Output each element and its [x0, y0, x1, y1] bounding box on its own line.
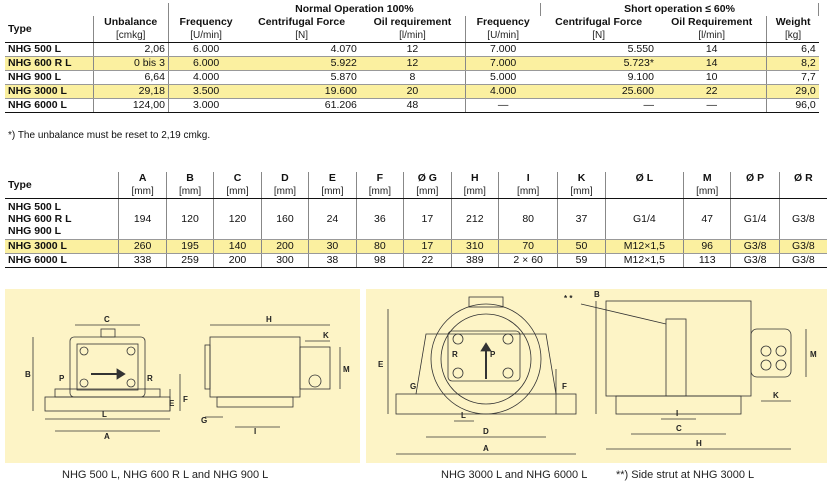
label-a: A [483, 444, 489, 453]
drawing-large-models [366, 289, 827, 463]
label-a: A [104, 432, 110, 441]
header-p: Ø P [731, 172, 779, 185]
table-row: NHG 900 L 6,64 4.000 5.870 8 5.000 9.100 10 7,7 [5, 71, 827, 85]
header-g: Ø G [404, 172, 451, 185]
header-type: Type [5, 172, 119, 199]
table-row: NHG 500 L NHG 600 R L NHG 900 L 194 120 120 160 24 36 17 212 80 37 G1/4 47 G1/4 G3/8 [5, 199, 827, 240]
header-m: M [683, 172, 730, 185]
unit-frequency: [U/min] [168, 29, 243, 43]
unit-m: [mm] [683, 185, 730, 199]
performance-table [5, 3, 827, 113]
unit-h: [mm] [451, 185, 498, 199]
label-f: F [562, 382, 567, 391]
label-g: G [201, 416, 208, 425]
unit-e: [mm] [309, 185, 356, 199]
label-i: I [676, 409, 679, 418]
label-d: D [483, 427, 489, 436]
caption-side-strut-note: **) Side strut at NHG 3000 L [616, 469, 755, 481]
label-h: H [696, 439, 702, 448]
label-e: E [378, 360, 384, 369]
header-a: A [119, 172, 166, 185]
header-unbalance: Unbalance [93, 16, 168, 29]
table-row: NHG 3000 L 260 195 140 200 30 80 17 310 70 50 M12×1,5 96 G3/8 G3/8 [5, 240, 827, 254]
table-row: NHG 3000 L 29,18 3.500 19.600 20 4.000 25.600 22 29,0 [5, 85, 827, 99]
label-i: I [254, 427, 257, 436]
label-r: R [147, 374, 153, 383]
dimensions-table [5, 172, 827, 268]
label-stars: * * [564, 294, 573, 303]
header-centrifugal-force-short: Centrifugal Force [555, 16, 643, 28]
label-k: K [773, 391, 779, 400]
unit-oil-requirement-short: [l/min] [657, 29, 767, 43]
caption-small-models: NHG 500 L, NHG 600 R L and NHG 900 L [62, 469, 269, 481]
label-l: L [461, 411, 466, 420]
label-m: M [810, 350, 817, 359]
unit-b: [mm] [166, 185, 213, 199]
drawing-large-svg [366, 289, 827, 463]
group-normal-operation: Normal Operation 100% [168, 3, 540, 16]
unit-oil-requirement: [l/min] [360, 29, 466, 43]
header-frequency: Frequency [168, 16, 243, 29]
label-k: K [323, 331, 329, 340]
label-h: H [266, 315, 272, 324]
table-row: NHG 600 R L 0 bis 3 6.000 5.922 12 7.000 5.723* 14 8,2 [5, 57, 827, 71]
group-short-operation: Short operation ≤ 60% [540, 3, 818, 16]
unit-i: [mm] [499, 185, 558, 199]
header-oil-requirement: Oil requirement [373, 16, 452, 28]
unit-a: [mm] [119, 185, 166, 199]
header-centrifugal-force: Centrifugal Force [258, 16, 346, 28]
header-f: F [356, 172, 403, 185]
header-l: Ø L [605, 172, 683, 185]
table-row: NHG 6000 L 124,00 3.000 61.206 48 — — — 96,0 [5, 99, 827, 113]
unit-d: [mm] [261, 185, 308, 199]
unit-centrifugal-force-short: [N] [540, 29, 657, 43]
header-weight: Weight [767, 16, 819, 29]
unit-unbalance: [cmkg] [93, 29, 168, 43]
label-c: C [104, 315, 110, 324]
label-p: P [59, 374, 65, 383]
header-h: H [451, 172, 498, 185]
header-oil-requirement-short: Oil Requirement [671, 16, 753, 28]
drawing-small-svg [5, 289, 360, 463]
label-e: E [169, 399, 175, 408]
header-k: K [558, 172, 605, 185]
unit-frequency-short: [U/min] [465, 29, 540, 43]
unit-c: [mm] [214, 185, 261, 199]
unit-weight: [kg] [767, 29, 819, 43]
header-b: B [166, 172, 213, 185]
label-r: R [452, 350, 458, 359]
footnote: *) The unbalance must be reset to 2,19 cmkg. [8, 130, 211, 141]
drawing-small-models [5, 289, 360, 463]
table-row: NHG 500 L 2,06 6.000 4.070 12 7.000 5.550 14 6,4 [5, 43, 827, 57]
label-f: F [183, 395, 188, 404]
unit-g: [mm] [404, 185, 451, 199]
header-type: Type [5, 16, 93, 43]
unit-centrifugal-force: [N] [243, 29, 360, 43]
label-b: B [25, 370, 31, 379]
label-g: G [410, 382, 417, 391]
header-e: E [309, 172, 356, 185]
label-m: M [343, 365, 350, 374]
header-c: C [214, 172, 261, 185]
label-p: P [490, 350, 496, 359]
label-c: C [676, 424, 682, 433]
label-b: B [594, 290, 600, 299]
unit-k: [mm] [558, 185, 605, 199]
caption-large-models: NHG 3000 L and NHG 6000 L [441, 469, 588, 481]
header-i: I [499, 172, 558, 185]
header-frequency-short: Frequency [465, 16, 540, 29]
label-l: L [102, 410, 107, 419]
header-d: D [261, 172, 308, 185]
unit-f: [mm] [356, 185, 403, 199]
table-row: NHG 6000 L 338 259 200 300 38 98 22 389 2 × 60 59 M12×1,5 113 G3/8 G3/8 [5, 254, 827, 268]
header-r: Ø R [779, 172, 827, 185]
